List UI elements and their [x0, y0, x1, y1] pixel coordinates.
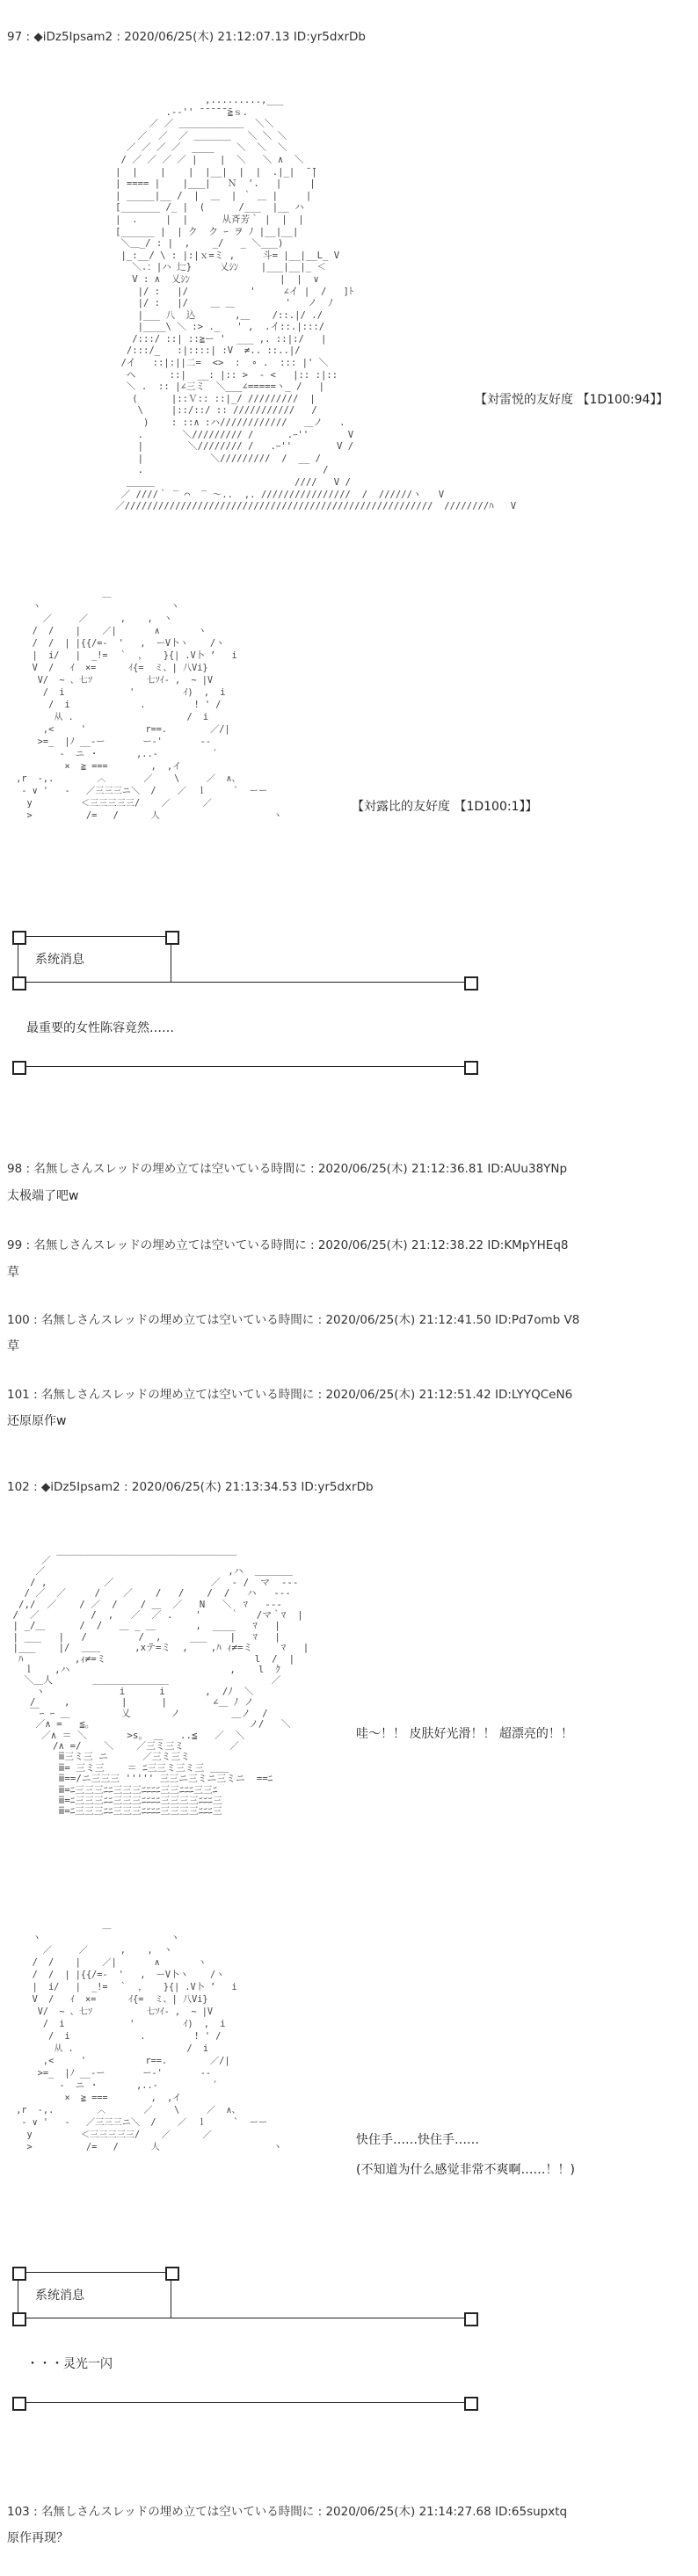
- system-message-box: [0, 2263, 492, 2413]
- divider: [18, 2272, 179, 2273]
- post-id[interactable]: ID:KMpYHEq8: [487, 1238, 569, 1252]
- post-author: ◆iDz5Ipsam2: [40, 1480, 120, 1494]
- post-author: ◆iDz5Ipsam2: [33, 30, 113, 44]
- post-number[interactable]: 103: [7, 2505, 30, 2519]
- divider: [18, 936, 179, 937]
- dialogue-caption: 快住手……快住手……: [356, 2133, 479, 2147]
- system-message-box: [0, 927, 492, 1077]
- corner-marker: [12, 976, 26, 990]
- post-body: 原作再现？: [7, 2531, 69, 2545]
- post-date: 2020/06/25(木) 21:12:41.50: [325, 1313, 491, 1327]
- post-header: 98 : 名無しさんスレッドの埋め立ては空いている時間に : 2020/06/25(木) 21:12:36.81 ID:AUu38YNp: [7, 1162, 568, 1176]
- post-number[interactable]: 98: [7, 1162, 23, 1176]
- ascii-art: ,.........,___ .-‐'' ̄ ̄ ̄ ̄ ̄ ̄≧ｓ. ／ ／ ＿＿＿＿＿＿＿ ＼＼ ／ ／ ／ ＿＿＿＿ ＼ ＼ ＼ ／ ／ ／ ／ ____ ＼ ＼ ＼ / ／ ／ ／ ／ | | ＼ ＼ ∧ ＼ | | | | |__| | | .|_| ̄ ̄| | ==== | |___| Ｎ '. | | | _____|__ / | ＿ | ｀ ＿ | | [_______ /_ | ( /___ |__ ハ | . | | 从斉芳｀ | | | [______ | | ク ク ｰ ヲ ﾉ |__|__| ＼＿_/ : | , _/ _ ＼___) |_:__/ \ : |:|ｘ=ミ , 斗= |__|__L_ V ＼.：|ハ 辷} 乂ｼﾝ |___|__|_ ＜ V : ∧ 乂ｼﾝ | | ∨ |/ : |/ ' ∠イ | / ]ﾄ |/ : |/ ＿ ＿ ' ノ ﾉ |___ 八 込 ,＿ /::.|/ ./ |____\ ＼ :> ._ ' , .イ::.|:::/ /:::/ ::| ::≧ー ' ___ ,. ::|:/ | /:::/_ :|::::| :V ≠.. ::..|/ /イ ::|:||二= <> : ∘ . ::: |' ＼ ヘ ::| __: |:: > - < |:: :|:: ＼ . :: |∠三ミ ＼___∠=====ヽ_ / | ( |::Ｖ:: ::|_/ ///////// | \ |::/::/ :: /////////// / ) : ::∧ :ハ//////////// ＿ノ . . ＼///////// / .ｰ'' V | ＼//////// / .ｰ'' V / | ＼///////// / __ / . / ＿＿＿ //// V / ／ ////｀ ‾ ⌒ ‾ ～.. ,. //////////////// / //////ヽ V ／/////////////////////////////////////////////////////// ////////ﾊ V: [115, 95, 517, 512]
- corner-marker: [464, 2397, 478, 2411]
- corner-marker: [12, 2397, 26, 2411]
- post-author: 名無しさんスレッドの埋め立ては空いている時間に: [40, 2505, 315, 2519]
- post-id[interactable]: ID:yr5dxrDb: [301, 1480, 374, 1494]
- post-id[interactable]: ID:Pd7omb V8: [494, 1313, 580, 1327]
- corner-marker: [464, 976, 478, 990]
- corner-marker: [12, 1061, 26, 1075]
- post-header: 97 : ◆iDz5Ipsam2 : 2020/06/25(木) 21:12:07.13 ID:yr5dxrDb: [7, 30, 366, 44]
- post-id[interactable]: ID:LYYQCeN6: [494, 1388, 573, 1402]
- divider: [18, 2402, 475, 2403]
- post-author: 名無しさんスレッドの埋め立ては空いている時間に: [40, 1388, 315, 1402]
- corner-marker: [12, 2267, 26, 2281]
- dialogue-caption: 哇～！！ 皮肤好光滑！！ 超漂亮的！！: [356, 1727, 573, 1741]
- system-text: ・・・灵光一闪: [26, 2357, 113, 2371]
- corner-marker: [12, 931, 26, 945]
- post-author: 名無しさんスレッドの埋め立ては空いている時間に: [40, 1313, 315, 1327]
- post-body: 还原原作w: [7, 1414, 67, 1428]
- post-author: 名無しさんスレッドの埋め立ては空いている時間に: [33, 1238, 307, 1252]
- ascii-art: ／ ￣￣￣￣￣￣￣￣￣￣￣￣￣￣￣￣￣￣￣ ／ ,ハ ＿＿＿＿ / , ／ ／ ‐ / マ ‐‐‐ / ／ ／ / ／ / / / / ハ ‐‐‐ /,/ ／ / ／ / / ＿ ／ N ＼ ﾏ ‐‐‐ / ／ / , ／ ／ . ' ｀ /マ｀ﾏ | | _/＿ / / ＿ _ ＿ , ____ ﾏ | | ___ | / / , ___ | ﾏ | |___ |/ ＿＿ ,xテ=ミ , ,ﾊ ｨ≠=ミ ﾏ | ﾊ ,ｨ≠=ミ l / | ｌ ,ハ , l ｸ ＼＿人 ＿＿＿＿＿＿＿＿ ／ ヽ i i , /ﾉ ＼ / , | | ∠＿ ﾉ ノ ￣ｰ ｰ ＿ 乂 ノ ＿ノ / ／∧ = ≦。 ノ/ ＼ ／∧ ＝ ＼ >s。 ＿ ..≦ ／ ＼ /∧ =/ ＼ ／三ミ三ミ ／ ⅲ三ミ三 ニ ／三ミ三ミ ⅲ= 三ミ三 ＝ ﾆ三三ミ三ミ三 ＿＿ ⅲ==/ニ三三三 ''''' 三三ニ三ミニ三ミニ ==ﾆ ⅲ=ﾆ三三三ﾆﾆ三三三ﾆﾆﾆﾆ三三ﾆﾆﾆ三三ﾆ ⅲ=ﾆ三三三ﾆﾆ三三三ﾆﾆﾆﾆ三三三三ﾆﾆﾆ三 ⅲ=ﾆ三三三ﾆﾆ三三三ﾆﾆﾆﾆ三三三三ﾆﾆﾆ三: [12, 1555, 309, 1818]
- dialogue-caption: (不知道为什么感觉非常不爽啊……！！): [356, 2163, 575, 2177]
- system-title: 系统消息: [35, 953, 84, 967]
- post-date: 2020/06/25(木) 21:12:07.13: [124, 30, 290, 44]
- post-body: 太极端了吧w: [7, 1189, 79, 1203]
- post-header: 102 : ◆iDz5Ipsam2 : 2020/06/25(木) 21:13:34.53 ID:yr5dxrDb: [7, 1480, 374, 1494]
- system-text: 最重要的女性陈容竟然……: [26, 1021, 174, 1035]
- post-body: 草: [7, 1339, 19, 1353]
- affinity-caption: 【対露比的友好度 【1D100:1】】: [352, 800, 538, 814]
- post-number[interactable]: 100: [7, 1313, 30, 1327]
- post-date: 2020/06/25(木) 21:12:36.81: [317, 1162, 484, 1176]
- post-header: 99 : 名無しさんスレッドの埋め立ては空いている時間に : 2020/06/25(木) 21:12:38.22 ID:KMpYHEq8: [7, 1238, 569, 1252]
- ascii-art: ＿ ヽ ヽ ／ ／ , , ヽ / / | ／| ∧ ヽ / / | |{{/=- ' , ーV卜ヽ /ヽ | i/ | _!= ｀ ， }{| .V卜 ’ i V / ｲ ×= ｲ{= ミ、| 八Vi} V/ ~ 、七ｿ 七ｿｲ- , ~ |V / i ' ｲ) , i / i . ! ' / 从 . / i ,< ' r==. ／/| >=_ |ﾉ __‐ー ー‐' -‐ ‐ ニ ・ ,..- ´ × ≧ === , ,イ ,r -,. ︿ ／ \ ／ ∧、 ‐ ∨ ' ‐ ／三三三ニ＼ / ／ ｌ ` ーー y ＜三三三三三/ ／ ／ > /= / 人 ヽ: [16, 590, 282, 821]
- corner-marker: [165, 931, 179, 945]
- post-number[interactable]: 97: [7, 30, 23, 44]
- corner-marker: [464, 2312, 478, 2326]
- post-date: 2020/06/25(木) 21:12:51.42: [325, 1388, 491, 1402]
- post-number[interactable]: 99: [7, 1238, 23, 1252]
- post-header: 103 : 名無しさんスレッドの埋め立ては空いている時間に : 2020/06/25(木) 21:14:27.68 ID:65supxtq: [7, 2505, 568, 2519]
- post-header: 100 : 名無しさんスレッドの埋め立ては空いている時間に : 2020/06/25(木) 21:12:41.50 ID:Pd7omb V8: [7, 1313, 580, 1327]
- post-body: 草: [7, 1266, 19, 1280]
- post-id[interactable]: ID:AUu38YNp: [487, 1162, 568, 1176]
- post-number[interactable]: 101: [7, 1388, 30, 1402]
- divider: [18, 1066, 475, 1067]
- post-id[interactable]: ID:65supxtq: [494, 2505, 568, 2519]
- corner-marker: [464, 1061, 478, 1075]
- corner-marker: [12, 2312, 26, 2326]
- post-number[interactable]: 102: [7, 1480, 30, 1494]
- divider: [18, 982, 475, 983]
- post-author: 名無しさんスレッドの埋め立ては空いている時間に: [33, 1162, 307, 1176]
- post-date: 2020/06/25(木) 21:14:27.68: [325, 2505, 491, 2519]
- system-title: 系统消息: [35, 2289, 84, 2303]
- ascii-art: ＿ ヽ ヽ ／ ／ , , ヽ / / | ／| ∧ ヽ / / | |{{/=- ' , ーV卜ヽ /ヽ | i/ | _!= ｀ ， }{| .V卜 ’ i V / ｲ ×= ｲ{= ミ、| 八Vi} V/ ~ 、七ｿ 七ｿｲ- , ~ |V / i ' ｲ) , i / i . ! ' / 从 . / i ,< ' r==. ／/| >=_ |ﾉ __‐ー ー‐' -‐ ‐ ニ ・ ,..- ´ × ≧ === , ,イ ,r -,. ︿ ／ \ ／ ∧、 ‐ ∨ ' ‐ ／三三三ニ＼ / ／ ｌ ` ーー y ＜三三三三三/ ／ ／ > /= / 人 ヽ: [16, 1921, 282, 2152]
- post-date: 2020/06/25(木) 21:12:38.22: [317, 1238, 484, 1252]
- corner-marker: [165, 2267, 179, 2281]
- post-date: 2020/06/25(木) 21:13:34.53: [131, 1480, 298, 1494]
- post-id[interactable]: ID:yr5dxrDb: [293, 30, 366, 44]
- affinity-caption: 【対雷悦的友好度 【1D100:94】】: [475, 393, 669, 407]
- post-header: 101 : 名無しさんスレッドの埋め立ては空いている時間に : 2020/06/25(木) 21:12:51.42 ID:LYYQCeN6: [7, 1388, 573, 1402]
